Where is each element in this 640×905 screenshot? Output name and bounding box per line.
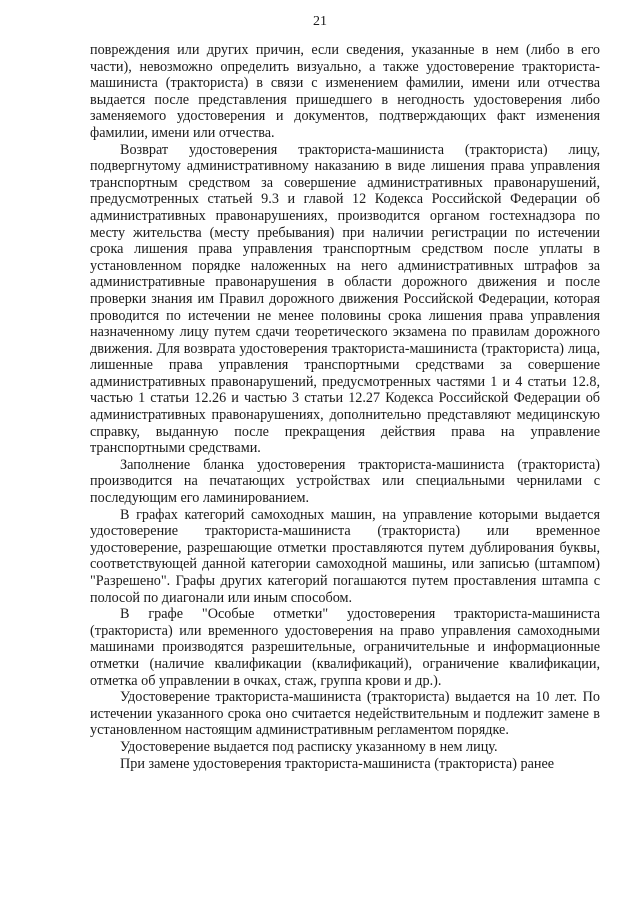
paragraph-continuation: повреждения или других причин, если сведения, указанные в нем (либо в его части), невозможно определить визуально, а также удостоверение тракториста-машиниста (тракториста) в связи с изменением фамилии, имени или отчества выдается после представления пришедшего в негодность удостоверения либо заменяемого удостоверения и документов, подтверждающих факт изменения фамилии, имени или отчества.: [90, 42, 600, 141]
paragraph-issuance-receipt: Удостоверение выдается под расписку указанному в нем лицу.: [120, 738, 498, 755]
paragraph-special-marks: В графе "Особые отметки" удостоверения тракториста-машиниста (тракториста) или временного удостоверения на право управления самоходными машинами производятся разрешительные, ограничительные и информационные отметки (наличие квалификации (квалификаций), ограничение квалификации, отметка об управлении в очках, стаж, группа крови и др.).: [90, 606, 600, 689]
paragraph-validity-period: Удостоверение тракториста-машиниста (тракториста) выдается на 10 лет. По истечении указанного срока оно считается недействительным и подлежит замене в установленном настоящим административным регламентом порядке.: [90, 689, 600, 739]
page-number: 21: [313, 14, 327, 29]
paragraph-category-marks: В графах категорий самоходных машин, на управление которыми выдается удостоверение тракториста-машиниста (тракториста) или временное удостоверение, разрешающие отметки проставляются путем дублирования буквы, соответствующей данной категории самоходной машины, или записью (штампом) "Разрешено". Графы других категорий погашаются путем проставления штампа с полосой по диагонали или иным способом.: [90, 506, 600, 606]
paragraph-replacement: При замене удостоверения тракториста-машиниста (тракториста) ранее: [120, 755, 555, 772]
paragraph-license-return: Возврат удостоверения тракториста-машиниста (тракториста) лицу, подвергнутому административному наказанию в виде лишения права управления транспортным средством за совершение административных правонарушений, предусмотренных статьей 9.3 и главой 12 Кодекса Российской Федерации об административных правонарушениях, производится органом гостехнадзора по месту жительства (месту пребывания) при наличии регистрации по истечении срока лишения права управления транспортным средством после уплаты в установленном порядке наложенных на него административных штрафов за административные правонарушения в области дорожного движения и после проверки знания им Правил дорожного движения Российской Федерации, которая проводится по истечении не менее половины срока лишения права управления назначенному лицу путем сдачи теоретического экзамена по правилам дорожного движения. Для возврата удостоверения тракториста-машиниста (тракториста) лица, лишенные права управления транспортными средствами за совершение административных правонарушений, предусмотренных частями 1 и 4 статьи 12.8, частью 1 статьи 12.26 и частью 3 статьи 12.27 Кодекса Российской Федерации об административных правонарушениях, дополнительно представляют медицинскую справку, выданную после прекращения действия права на управление транспортными средствами.: [90, 141, 600, 457]
document-body: [90, 42, 600, 772]
paragraph-blank-filling: Заполнение бланка удостоверения тракториста-машиниста (тракториста) производится на печатающих устройствах или специальными чернилами с последующим его ламинированием.: [90, 456, 600, 507]
